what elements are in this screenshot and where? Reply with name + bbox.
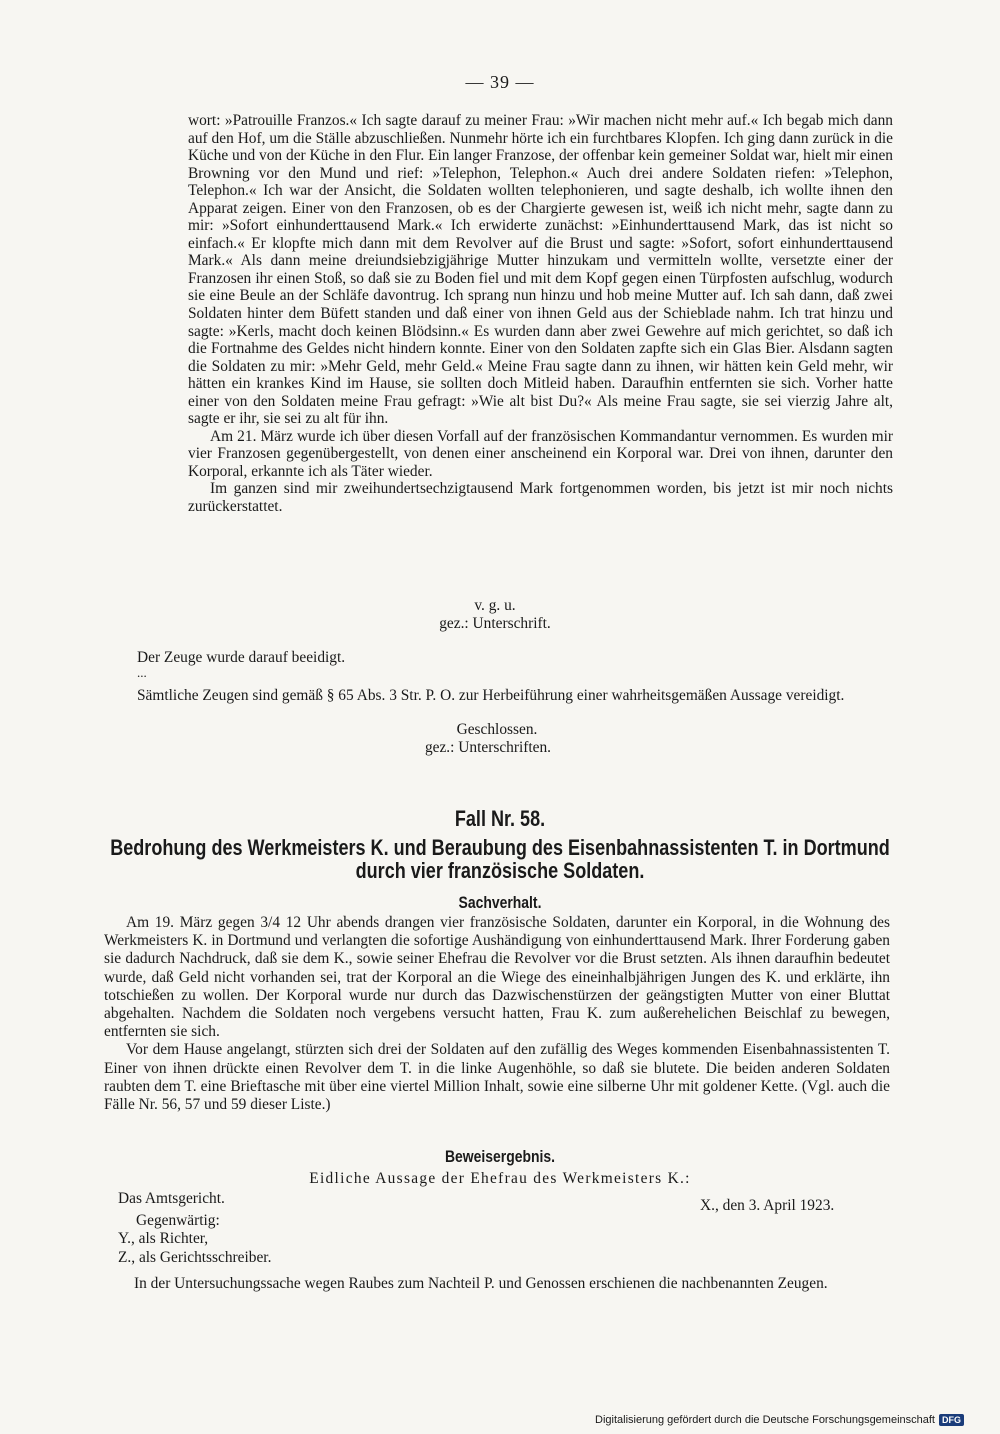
vgu-line: v. g. u.	[474, 597, 516, 614]
case-subtitle-line1: Bedrohung des Werkmeisters K. und Beraubung des Eisenbahnassistenten T. in Dortmund	[110, 835, 890, 860]
testimony-paragraph: Im ganzen sind mir zweihundertsechzigtausend Mark fortgenommen worden, bis jetzt ist mir noch nichts zurückerstattet.	[188, 480, 893, 516]
testimony-paragraph: wort: »Patrouille Franzos.« Ich sagte darauf zu meiner Frau: »Wir machen nicht mehr auf.« Ich begab mich dann auf den Hof, um die Ställe abzuschließen. Nunmehr hörte ich ein furchtbares Klopfen. Ich ging dann zurück in die Küche und von der Küche in den Flur. Ein langer Franzose, der offenbar kein gemeiner Soldat war, hielt mir einen Browning vor den Mund und rief: »Telephon, Telephon.« Auch drei andere Soldaten riefen: »Telephon, Telephon.« Ich war der Ansicht, die Soldaten wollten telephonieren, und sagte deshalb, ich wollte ihnen den Apparat zeigen. Einer von den Franzosen, ob es der Chargierte gewesen ist, weiß ich nicht mehr, sagte dann zu mir: »Sofort einhunderttausend Mark.« Ich erwiderte zunächst: »Einhunderttausend Mark, das ist nicht so einfach.« Er klopfte mich dann mit dem Revolver auf die Brust und sagte: »Sofort, sofort einhunderttausend Mark.« Als dann meine dreiundsiebzigjährige Mutter hinzukam und vermitteln wollte, versetzte einer der Franzosen ihr einen Stoß, so daß sie zu Boden fiel und mit dem Kopf gegen einen Türpfosten aufschlug, wodurch sie eine Beule an der Schläfe davontrug. Ich sprang nun hinzu und hob meine Mutter auf. Ich sah dann, daß zwei Soldaten hinter dem Büfett standen und daß einer von ihnen Geld aus der Schieblade nahm. Ich trat hinzu und sagte: »Kerls, macht doch keinen Blödsinn.« Es wurden dann aber zwei Gewehre auf mich gerichtet, so daß ich die Fortnahme des Geldes nicht hindern konnte. Einer von den Soldaten zapfte sich ein Glas Bier. Alsdann sagten die Soldaten zu mir: »Mehr Geld, mehr Geld.« Meine Frau sagte dann zu ihnen, wir hätten kein Geld mehr, wir hätten ein krankes Kind im Hause, sie sollten doch Mitleid haben. Daraufhin entfernten sie sich. Vorher hatte einer von den Soldaten meine Frau gefragt: »Wie alt bist Du?« Als meine Frau sagte, sie sei vierzig Jahre alt, sagte er ihr, sie sei zu alt für ihn.	[188, 112, 893, 428]
case-title: Fall Nr. 58.	[454, 806, 546, 831]
case-subtitle-line2: durch vier französische Soldaten.	[355, 858, 645, 883]
signature-line: gez.: Unterschrift.	[439, 615, 551, 632]
opening-block	[114, 1275, 890, 1293]
facts-paragraph: Vor dem Hause angelangt, stürzten sich drei der Soldaten auf den zufällig des Weges kommenden Eisenbahnassistenten T. Einer von ihnen drückte einen Revolver dem T. in die linke Augenhöhle, so daß sie blutete. Die beiden anderen Soldaten raubten dem T. eine Brieftasche mit über eine viertel Million Inhalt, sowie eine silberne Uhr mit goldener Kette. (Vgl. auch die Fälle Nr. 56, 57 und 59 dieser Liste.)	[104, 1041, 890, 1114]
sworn-note: Der Zeuge wurde darauf beeidigt.	[137, 649, 346, 666]
clerk-line: Z., als Gerichtsschreiber.	[118, 1249, 272, 1266]
footer-text: Digitalisierung gefördert durch die Deutsche Forschungsgemeinschaft	[595, 1414, 935, 1426]
facts-body	[104, 914, 890, 1114]
ellipsis: ...	[137, 665, 147, 680]
case57-body	[188, 112, 893, 516]
footer	[595, 1414, 964, 1426]
signatures-line: gez.: Unterschriften.	[424, 739, 552, 756]
closed-line: Geschlossen.	[456, 721, 538, 738]
dfg-logo-icon: DFG	[939, 1414, 964, 1426]
all-witnesses-text: Sämtliche Zeugen sind gemäß § 65 Abs. 3 Str. P. O. zur Herbeiführung einer wahrheitsgemäßen Aussage vereidigt.	[137, 687, 845, 704]
opening-text: In der Untersuchungssache wegen Raubes zum Nachteil P. und Genossen erschienen die nachbenannten Zeugen.	[134, 1275, 828, 1292]
testimony-title: Eidliche Aussage der Ehefrau des Werkmeisters K.:	[309, 1170, 691, 1187]
evidence-heading: Beweisergebnis.	[444, 1147, 556, 1166]
all-witnesses-block	[104, 687, 890, 705]
place-date: X., den 3. April 1923.	[700, 1197, 835, 1214]
testimony-paragraph: Am 21. März wurde ich über diesen Vorfall auf der französischen Kommandantur vernommen. Es wurden mir vier Franzosen gegenübergestellt, von denen einer anscheinend ein Korporal war. Drei von ihnen, darunter den Korporal, erkannte ich als Täter wieder.	[188, 427, 893, 480]
court-name: Das Amtsgericht.	[118, 1190, 225, 1207]
present-label: Gegenwärtig:	[136, 1212, 220, 1229]
facts-paragraph: Am 19. März gegen 3/4 12 Uhr abends drangen vier französische Soldaten, darunter ein Korporal, in die Wohnung des Werkmeisters K. in Dortmund und verlangten die sofortige Aushändigung von einhunderttausend Mark. Ihrer Forderung gaben sie dadurch Nachdruck, daß sie dem K., sowie seiner Ehefrau die Revolver vor die Brust setzten. Als ihnen daraufhin bedeutet wurde, daß Geld nicht vorhanden sei, trat der Korporal an die Wiege des eineinhalbjährigen Jungen des K. und erklärte, ihn totschießen zu wollen. Der Korporal wurde nur durch das Dazwischenstürzen der geängstigten Mutter von einer Bluttat abgehalten. Nachdem die Soldaten noch vergebens versucht hatten, Frau K. zum außerehelichen Beischlaf zu bewegen, entfernten sie sich.	[104, 914, 890, 1041]
facts-heading: Sachverhalt.	[458, 893, 542, 912]
page-number: — 39 —	[465, 72, 535, 92]
judge-line: Y., als Richter,	[118, 1230, 209, 1247]
